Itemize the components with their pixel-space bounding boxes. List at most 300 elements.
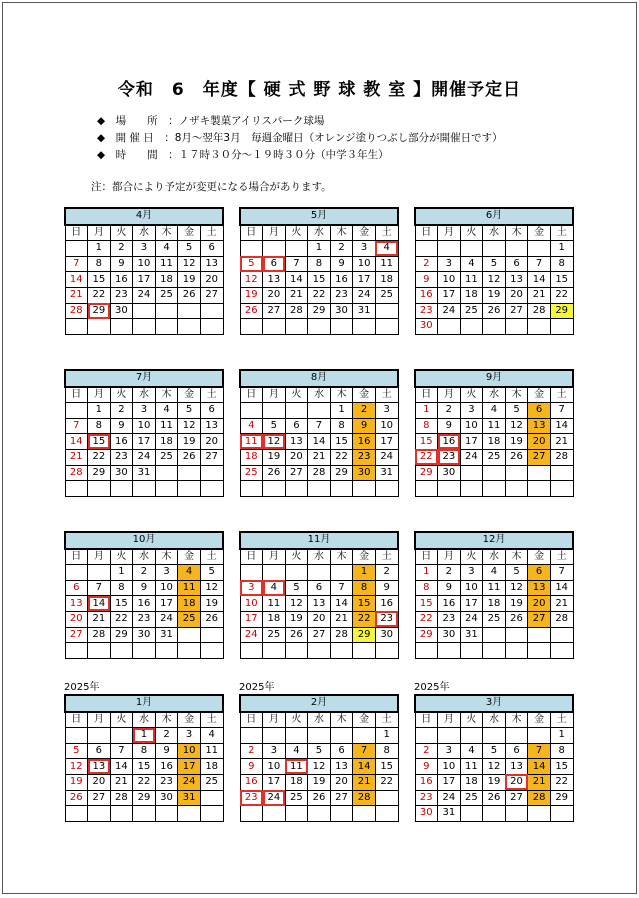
day-cell: 23 xyxy=(133,611,156,627)
day-cell: 21 xyxy=(353,774,376,790)
day-cell: 16 xyxy=(240,774,263,790)
day-cell: 10 xyxy=(263,759,286,775)
empty-cell xyxy=(178,465,201,481)
empty-cell xyxy=(110,806,133,822)
day-cell: 4 xyxy=(483,565,506,581)
info-location: ◆ 場 所 ：ノザキ製菓アイリスパーク球場 xyxy=(97,115,325,127)
day-cell: 15 xyxy=(308,272,331,288)
day-cell: 15 xyxy=(375,759,398,775)
day-cell: 11 xyxy=(375,256,398,272)
day-cell: 24 xyxy=(460,611,483,627)
empty-cell xyxy=(528,241,551,257)
year-label: 2025年 xyxy=(239,682,275,693)
empty-cell xyxy=(483,806,506,822)
day-cell: 11 xyxy=(155,418,178,434)
day-cell: 20 xyxy=(285,449,308,465)
day-cell: 3 xyxy=(438,743,461,759)
empty-cell xyxy=(65,728,88,744)
empty-cell xyxy=(65,643,88,659)
weekday-header: 木 xyxy=(330,549,353,565)
empty-cell xyxy=(155,643,178,659)
empty-cell xyxy=(375,790,398,806)
weekday-header: 土 xyxy=(200,225,223,241)
day-cell: 15 xyxy=(330,434,353,450)
weekday-header: 火 xyxy=(110,387,133,403)
day-cell: 18 xyxy=(460,287,483,303)
day-cell: 21 xyxy=(285,287,308,303)
empty-cell xyxy=(505,643,528,659)
note-text: 注：都合により予定が変更になる場合があります。 xyxy=(91,181,332,193)
weekday-header: 土 xyxy=(200,712,223,728)
empty-cell xyxy=(375,319,398,335)
empty-cell xyxy=(483,728,506,744)
empty-cell xyxy=(483,643,506,659)
weekday-header: 水 xyxy=(133,225,156,241)
weekday-header: 火 xyxy=(285,549,308,565)
day-cell: 6 xyxy=(88,743,111,759)
weekday-header: 水 xyxy=(483,387,506,403)
day-cell: 17 xyxy=(240,611,263,627)
empty-cell xyxy=(330,319,353,335)
day-cell: 23 xyxy=(415,790,438,806)
day-cell: 18 xyxy=(178,596,201,612)
day-cell: 20 xyxy=(330,774,353,790)
weekday-header: 土 xyxy=(375,225,398,241)
empty-cell xyxy=(110,481,133,497)
weekday-header: 水 xyxy=(133,387,156,403)
day-cell: 3 xyxy=(375,403,398,419)
day-cell: 5 xyxy=(200,565,223,581)
empty-cell xyxy=(308,728,331,744)
day-cell: 16 xyxy=(438,434,461,450)
year-label: 2025年 xyxy=(414,682,450,693)
empty-cell xyxy=(415,481,438,497)
empty-cell xyxy=(88,643,111,659)
day-cell: 25 xyxy=(483,449,506,465)
day-cell: 21 xyxy=(528,774,551,790)
day-cell: 28 xyxy=(110,790,133,806)
day-cell: 15 xyxy=(550,759,573,775)
empty-cell xyxy=(353,481,376,497)
day-cell: 25 xyxy=(483,611,506,627)
weekday-header: 日 xyxy=(65,712,88,728)
empty-cell xyxy=(200,806,223,822)
day-cell: 19 xyxy=(263,449,286,465)
day-cell: 31 xyxy=(353,303,376,319)
day-cell: 5 xyxy=(285,580,308,596)
empty-cell xyxy=(375,806,398,822)
empty-cell xyxy=(438,241,461,257)
weekday-header: 土 xyxy=(200,549,223,565)
day-cell: 5 xyxy=(240,256,263,272)
day-cell: 19 xyxy=(505,596,528,612)
month-header: 5月 xyxy=(240,208,398,225)
day-cell: 22 xyxy=(133,774,156,790)
day-cell: 11 xyxy=(285,759,308,775)
day-cell: 18 xyxy=(240,449,263,465)
day-cell: 19 xyxy=(483,287,506,303)
day-cell: 13 xyxy=(330,759,353,775)
day-cell: 8 xyxy=(550,743,573,759)
day-cell: 28 xyxy=(285,303,308,319)
day-cell: 8 xyxy=(88,418,111,434)
day-cell: 7 xyxy=(528,743,551,759)
day-cell: 24 xyxy=(438,790,461,806)
day-cell: 2 xyxy=(133,565,156,581)
day-cell: 19 xyxy=(200,596,223,612)
day-cell: 8 xyxy=(133,743,156,759)
day-cell: 28 xyxy=(550,449,573,465)
day-cell: 30 xyxy=(155,790,178,806)
day-cell: 14 xyxy=(110,759,133,775)
day-cell: 9 xyxy=(375,580,398,596)
schedule-page xyxy=(2,2,637,894)
weekday-header: 月 xyxy=(88,387,111,403)
day-cell: 11 xyxy=(483,580,506,596)
weekday-header: 火 xyxy=(110,549,133,565)
day-cell: 15 xyxy=(415,596,438,612)
weekday-header: 月 xyxy=(438,225,461,241)
day-cell: 28 xyxy=(528,303,551,319)
day-cell: 9 xyxy=(353,418,376,434)
day-cell: 29 xyxy=(88,465,111,481)
day-cell: 10 xyxy=(133,418,156,434)
day-cell: 29 xyxy=(88,303,111,319)
day-cell: 25 xyxy=(178,611,201,627)
empty-cell xyxy=(330,643,353,659)
day-cell: 7 xyxy=(550,565,573,581)
day-cell: 23 xyxy=(375,611,398,627)
empty-cell xyxy=(200,481,223,497)
empty-cell xyxy=(88,319,111,335)
day-cell: 24 xyxy=(178,774,201,790)
day-cell: 17 xyxy=(263,774,286,790)
day-cell: 4 xyxy=(375,241,398,257)
day-cell: 11 xyxy=(460,759,483,775)
day-cell: 21 xyxy=(65,449,88,465)
weekday-header: 木 xyxy=(155,712,178,728)
empty-cell xyxy=(353,643,376,659)
weekday-header: 水 xyxy=(133,712,156,728)
weekday-header: 土 xyxy=(550,225,573,241)
day-cell: 15 xyxy=(353,596,376,612)
day-cell: 30 xyxy=(353,465,376,481)
day-cell: 24 xyxy=(155,611,178,627)
day-cell: 30 xyxy=(110,303,133,319)
weekday-header: 水 xyxy=(483,712,506,728)
day-cell: 1 xyxy=(375,728,398,744)
day-cell: 20 xyxy=(263,287,286,303)
day-cell: 22 xyxy=(88,449,111,465)
day-cell: 19 xyxy=(65,774,88,790)
day-cell: 8 xyxy=(308,256,331,272)
day-cell: 24 xyxy=(353,287,376,303)
empty-cell xyxy=(330,565,353,581)
day-cell: 10 xyxy=(178,743,201,759)
day-cell: 6 xyxy=(308,580,331,596)
day-cell: 26 xyxy=(178,449,201,465)
day-cell: 22 xyxy=(415,449,438,465)
weekday-header: 日 xyxy=(65,225,88,241)
empty-cell xyxy=(88,565,111,581)
empty-cell xyxy=(505,481,528,497)
day-cell: 12 xyxy=(263,434,286,450)
day-cell: 9 xyxy=(415,272,438,288)
day-cell: 31 xyxy=(438,806,461,822)
day-cell: 18 xyxy=(285,774,308,790)
day-cell: 3 xyxy=(353,241,376,257)
day-cell: 26 xyxy=(240,303,263,319)
day-cell: 18 xyxy=(375,272,398,288)
day-cell: 5 xyxy=(308,743,331,759)
day-cell: 2 xyxy=(415,743,438,759)
info-time: ◆ 時 間 ：１７時３０分～１９時３０分（中学３年生） xyxy=(97,149,389,161)
day-cell: 8 xyxy=(415,418,438,434)
month-calendar xyxy=(414,531,574,659)
day-cell: 16 xyxy=(415,774,438,790)
weekday-header: 木 xyxy=(505,712,528,728)
empty-cell xyxy=(285,643,308,659)
day-cell: 25 xyxy=(460,303,483,319)
weekday-header: 日 xyxy=(415,549,438,565)
day-cell: 1 xyxy=(353,565,376,581)
day-cell: 1 xyxy=(330,403,353,419)
day-cell: 23 xyxy=(155,774,178,790)
weekday-header: 土 xyxy=(375,712,398,728)
month-header: 9月 xyxy=(415,370,573,387)
day-cell: 12 xyxy=(178,418,201,434)
weekday-header: 日 xyxy=(415,712,438,728)
month-calendar xyxy=(64,682,224,822)
empty-cell xyxy=(200,319,223,335)
empty-cell xyxy=(353,319,376,335)
day-cell: 9 xyxy=(330,256,353,272)
empty-cell xyxy=(178,806,201,822)
day-cell: 19 xyxy=(285,611,308,627)
day-cell: 10 xyxy=(133,256,156,272)
day-cell: 6 xyxy=(528,403,551,419)
month-calendar xyxy=(64,531,224,659)
day-cell: 4 xyxy=(155,403,178,419)
day-cell: 20 xyxy=(528,434,551,450)
empty-cell xyxy=(528,465,551,481)
day-cell: 10 xyxy=(375,418,398,434)
day-cell: 16 xyxy=(330,272,353,288)
empty-cell xyxy=(65,481,88,497)
day-cell: 2 xyxy=(438,565,461,581)
day-cell: 30 xyxy=(375,627,398,643)
empty-cell xyxy=(528,627,551,643)
weekday-header: 水 xyxy=(308,712,331,728)
empty-cell xyxy=(550,319,573,335)
day-cell: 23 xyxy=(438,449,461,465)
info-dates: ◆ 開 催 日 ：8月～翌年3月 毎週金曜日（オレンジ塗りつぶし部分が開催日です） xyxy=(97,132,503,144)
weekday-header: 水 xyxy=(308,549,331,565)
day-cell: 12 xyxy=(285,596,308,612)
empty-cell xyxy=(460,806,483,822)
empty-cell xyxy=(285,241,308,257)
day-cell: 4 xyxy=(460,743,483,759)
day-cell: 28 xyxy=(528,790,551,806)
day-cell: 29 xyxy=(415,465,438,481)
day-cell: 3 xyxy=(438,256,461,272)
weekday-header: 日 xyxy=(65,387,88,403)
day-cell: 2 xyxy=(110,403,133,419)
empty-cell xyxy=(438,481,461,497)
day-cell: 1 xyxy=(88,403,111,419)
day-cell: 9 xyxy=(438,418,461,434)
day-cell: 7 xyxy=(528,256,551,272)
weekday-header: 土 xyxy=(375,549,398,565)
empty-cell xyxy=(178,643,201,659)
day-cell: 28 xyxy=(353,790,376,806)
empty-cell xyxy=(155,806,178,822)
day-cell: 14 xyxy=(285,272,308,288)
day-cell: 3 xyxy=(155,565,178,581)
empty-cell xyxy=(178,627,201,643)
day-cell: 26 xyxy=(483,790,506,806)
day-cell: 13 xyxy=(263,272,286,288)
empty-cell xyxy=(330,728,353,744)
empty-cell xyxy=(240,241,263,257)
day-cell: 10 xyxy=(438,272,461,288)
day-cell: 9 xyxy=(110,418,133,434)
day-cell: 3 xyxy=(240,580,263,596)
weekday-header: 金 xyxy=(528,712,551,728)
day-cell: 14 xyxy=(65,272,88,288)
weekday-header: 土 xyxy=(200,387,223,403)
empty-cell xyxy=(308,319,331,335)
day-cell: 16 xyxy=(110,272,133,288)
day-cell: 17 xyxy=(178,759,201,775)
empty-cell xyxy=(285,728,308,744)
empty-cell xyxy=(308,481,331,497)
day-cell: 2 xyxy=(155,728,178,744)
day-cell: 13 xyxy=(88,759,111,775)
day-cell: 27 xyxy=(528,611,551,627)
day-cell: 21 xyxy=(88,611,111,627)
day-cell: 29 xyxy=(353,627,376,643)
day-cell: 2 xyxy=(375,565,398,581)
day-cell: 20 xyxy=(505,287,528,303)
day-cell: 20 xyxy=(88,774,111,790)
weekday-header: 金 xyxy=(178,225,201,241)
page-title: 令和 6 年度【 硬 式 野 球 教 室 】開催予定日 xyxy=(117,80,522,100)
day-cell: 15 xyxy=(88,272,111,288)
day-cell: 27 xyxy=(308,627,331,643)
year-label: 2025年 xyxy=(64,682,100,693)
day-cell: 2 xyxy=(438,403,461,419)
weekday-header: 水 xyxy=(483,549,506,565)
day-cell: 14 xyxy=(308,434,331,450)
empty-cell xyxy=(330,806,353,822)
weekday-header: 月 xyxy=(263,387,286,403)
day-cell: 7 xyxy=(88,580,111,596)
day-cell: 7 xyxy=(110,743,133,759)
day-cell: 26 xyxy=(65,790,88,806)
weekday-header: 日 xyxy=(240,549,263,565)
empty-cell xyxy=(65,319,88,335)
empty-cell xyxy=(285,403,308,419)
weekday-header: 月 xyxy=(438,549,461,565)
empty-cell xyxy=(133,481,156,497)
day-cell: 19 xyxy=(178,434,201,450)
day-cell: 15 xyxy=(133,759,156,775)
day-cell: 14 xyxy=(88,596,111,612)
day-cell: 14 xyxy=(550,580,573,596)
day-cell: 12 xyxy=(65,759,88,775)
day-cell: 14 xyxy=(528,759,551,775)
weekday-header: 日 xyxy=(240,387,263,403)
day-cell: 17 xyxy=(438,287,461,303)
weekday-header: 金 xyxy=(528,387,551,403)
day-cell: 22 xyxy=(550,287,573,303)
weekday-header: 木 xyxy=(330,225,353,241)
day-cell: 29 xyxy=(330,465,353,481)
day-cell: 21 xyxy=(65,287,88,303)
weekday-header: 土 xyxy=(550,549,573,565)
weekday-header: 月 xyxy=(263,712,286,728)
day-cell: 6 xyxy=(330,743,353,759)
day-cell: 14 xyxy=(65,434,88,450)
day-cell: 27 xyxy=(330,790,353,806)
empty-cell xyxy=(375,481,398,497)
day-cell: 27 xyxy=(200,449,223,465)
day-cell: 7 xyxy=(285,256,308,272)
day-cell: 13 xyxy=(65,596,88,612)
weekday-header: 日 xyxy=(240,712,263,728)
day-cell: 30 xyxy=(415,319,438,335)
empty-cell xyxy=(460,465,483,481)
day-cell: 11 xyxy=(263,596,286,612)
empty-cell xyxy=(240,728,263,744)
day-cell: 9 xyxy=(133,580,156,596)
empty-cell xyxy=(438,728,461,744)
day-cell: 13 xyxy=(308,596,331,612)
day-cell: 2 xyxy=(240,743,263,759)
empty-cell xyxy=(155,465,178,481)
day-cell: 6 xyxy=(263,256,286,272)
empty-cell xyxy=(308,643,331,659)
empty-cell xyxy=(240,319,263,335)
empty-cell xyxy=(133,643,156,659)
day-cell: 21 xyxy=(330,611,353,627)
month-header: 11月 xyxy=(240,532,398,549)
day-cell: 2 xyxy=(353,403,376,419)
month-calendar xyxy=(239,682,399,822)
day-cell: 10 xyxy=(438,759,461,775)
empty-cell xyxy=(460,319,483,335)
day-cell: 3 xyxy=(460,403,483,419)
weekday-header: 木 xyxy=(155,387,178,403)
day-cell: 28 xyxy=(308,465,331,481)
day-cell: 30 xyxy=(133,627,156,643)
day-cell: 5 xyxy=(65,743,88,759)
day-cell: 27 xyxy=(200,287,223,303)
day-cell: 8 xyxy=(353,580,376,596)
day-cell: 18 xyxy=(155,434,178,450)
day-cell: 24 xyxy=(133,287,156,303)
day-cell: 12 xyxy=(483,272,506,288)
empty-cell xyxy=(263,728,286,744)
empty-cell xyxy=(460,241,483,257)
day-cell: 23 xyxy=(353,449,376,465)
day-cell: 26 xyxy=(263,465,286,481)
day-cell: 14 xyxy=(353,759,376,775)
weekday-header: 火 xyxy=(460,712,483,728)
weekday-header: 火 xyxy=(285,712,308,728)
empty-cell xyxy=(240,643,263,659)
